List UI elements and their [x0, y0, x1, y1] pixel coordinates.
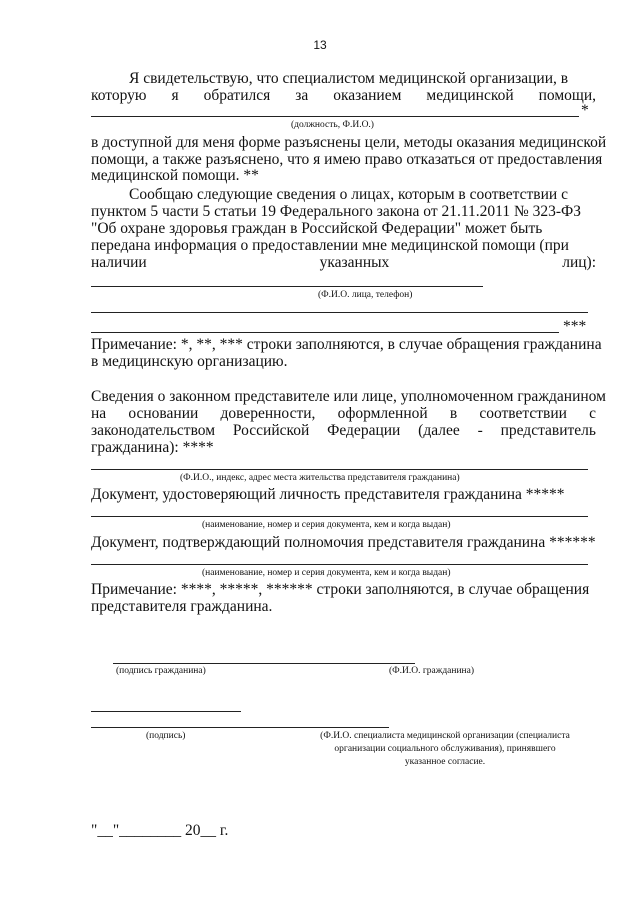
position-name-caption: (должность, Ф.И.О.) [291, 120, 374, 130]
persons-line-4: передана информация о предоставлении мне медицинской помощи (при [91, 237, 569, 254]
page-number: 13 [313, 38, 327, 52]
word: указанных [319, 254, 390, 271]
word: за [295, 87, 309, 104]
representative-address-caption: (Ф.И.О., индекс, адрес места жительства представителя гражданина) [180, 473, 460, 483]
word: наличии [91, 254, 147, 271]
person-extra-blank-2 [91, 332, 559, 333]
id-document-caption: (наименование, номер и серия документа, кем и когда выдан) [202, 520, 451, 530]
word: оказанием [333, 87, 402, 104]
representative-line-4: гражданина): **** [91, 439, 214, 456]
citizen-name-caption: (Ф.И.О. гражданина) [389, 666, 474, 676]
signature-caption: (подпись) [146, 731, 186, 741]
position-name-blank [91, 116, 579, 117]
persons-line-2: пунктом 5 части 5 статьи 19 Федерального закона от 21.11.2011 № 323-ФЗ [91, 203, 582, 220]
citizen-signature-caption: (подпись гражданина) [116, 666, 206, 676]
word: я [171, 87, 179, 104]
person-name-blank [91, 286, 483, 287]
id-document-blank [91, 516, 588, 517]
person-extra-blank-1 [91, 312, 588, 313]
persons-line-5 [91, 254, 596, 271]
blank-marker: * [581, 102, 589, 119]
certification-line-3: в доступной для меня форме разъяснены цели, методы оказания медицинской [91, 134, 607, 151]
certification-line-5: медицинской помощи. ** [91, 167, 259, 184]
signature-blank [91, 711, 241, 712]
person-name-caption: (Ф.И.О. лица, телефон) [318, 290, 413, 300]
specialist-caption-line-2: организации социального обслуживания), принявшего [334, 744, 556, 754]
certification-line-4: помощи, а также разъяснено, что я имею право отказаться от предоставления [91, 151, 603, 168]
representative-line-3: законодательством Российской Федерации (далее - представитель [91, 422, 596, 439]
representative-line-2: на основании доверенности, оформленной в соответствии с [91, 405, 596, 422]
note2-line-2: представителя гражданина. [91, 598, 273, 615]
persons-line-3: "Об охране здоровья граждан в Российской Федерации" может быть [91, 220, 543, 237]
date-line: "__"________ 20__ г. [91, 822, 229, 839]
id-document-label: Документ, удостоверяющий личность представителя гражданина ***** [91, 486, 565, 503]
certification-line-2 [91, 87, 596, 104]
representative-address-blank [91, 469, 588, 470]
note1-line-1: Примечание: *, **, *** строки заполняются, в случае обращения гражданина [91, 336, 602, 353]
word: помощи, [538, 87, 596, 104]
authority-document-label: Документ, подтверждающий полномочия представителя гражданина ****** [91, 534, 596, 551]
representative-line-1: Сведения о законном представителе или лице, уполномоченном гражданином [91, 388, 606, 405]
specialist-caption-line-3: указанное согласие. [404, 757, 486, 767]
persons-line-1: Сообщаю следующие сведения о лицах, которым в соответствии с [129, 186, 568, 203]
note2-line-1: Примечание: ****, *****, ****** строки заполняются, в случае обращения [91, 581, 590, 598]
word: лиц): [562, 254, 596, 271]
citizen-signature-blank [113, 663, 415, 664]
certification-line-1: Я свидетельствую, что специалистом медицинской организации, в [129, 70, 569, 87]
word: которую [91, 87, 147, 104]
note1-line-2: в медицинскую организацию. [91, 353, 288, 370]
word: медицинской [426, 87, 514, 104]
specialist-name-blank [91, 727, 389, 728]
word: обратился [203, 87, 271, 104]
specialist-caption-line-1: (Ф.И.О. специалиста медицинской организации (специалиста [320, 731, 570, 741]
authority-document-caption: (наименование, номер и серия документа, кем и когда выдан) [202, 568, 451, 578]
authority-document-blank [91, 564, 588, 565]
persons-blank-marker: *** [563, 318, 587, 335]
